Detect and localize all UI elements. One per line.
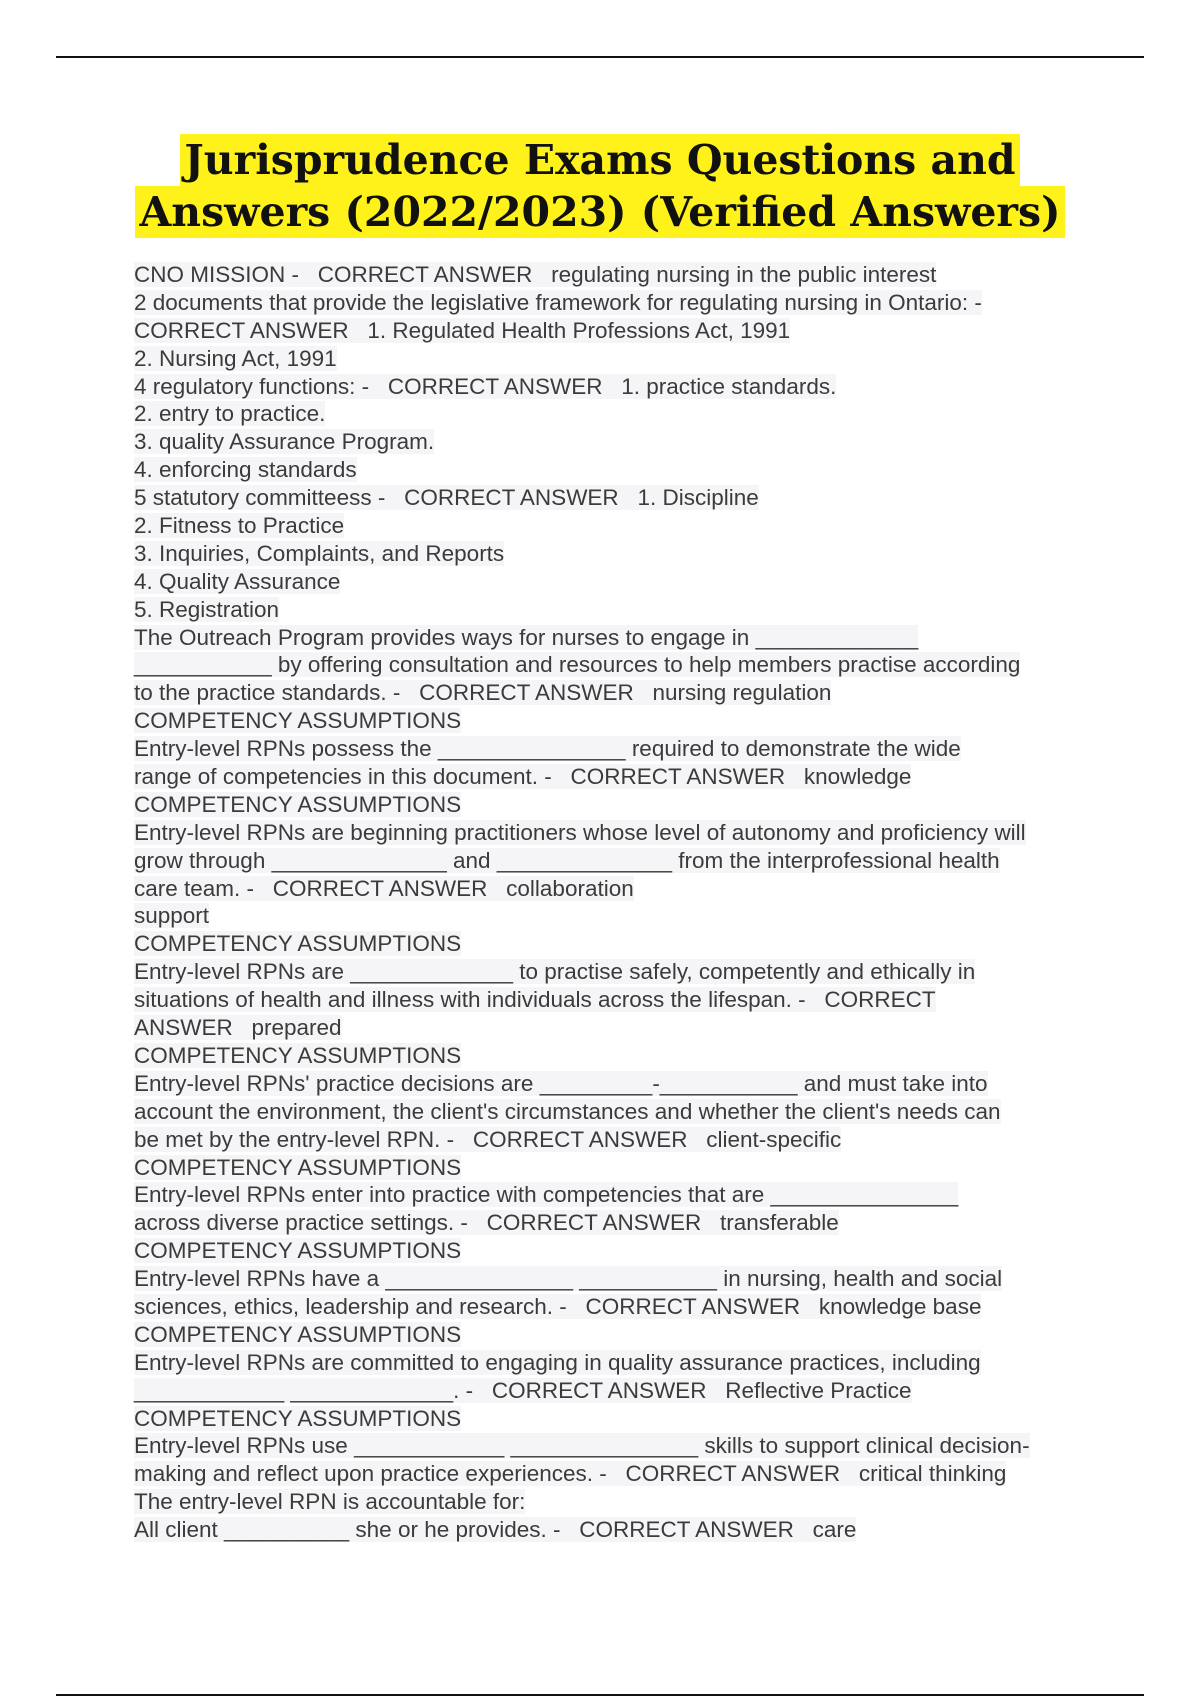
text-line: 5. Registration: [134, 596, 280, 622]
text-line: CNO MISSION - CORRECT ANSWER regulating nursing in the public interest: [134, 262, 937, 287]
text-line: 3. quality Assurance Program.: [134, 429, 435, 455]
text-line: All client __________ she or he provides. - CORRECT ANSWER care: [134, 1517, 857, 1543]
text-line: 2. Nursing Act, 1991: [134, 345, 337, 371]
text-line: COMPETENCY ASSUMPTIONS: [134, 1405, 462, 1431]
text-line: ___________ by offering consultation and resources to help members practise according: [134, 652, 1021, 678]
text-line: to the practice standards. - CORRECT ANSWER nursing regulation: [134, 680, 832, 706]
text-line: Entry-level RPNs are committed to engaging in quality assurance practices, including: [134, 1349, 981, 1375]
text-line: COMPETENCY ASSUMPTIONS: [134, 708, 462, 734]
text-line: CORRECT ANSWER 1. Regulated Health Professions Act, 1991: [134, 317, 791, 343]
text-line: making and reflect upon practice experiences. - CORRECT ANSWER critical thinking: [134, 1461, 1007, 1487]
text-line: The entry-level RPN is accountable for:: [134, 1489, 526, 1515]
text-line: 3. Inquiries, Complaints, and Reports: [134, 540, 505, 566]
text-line: sciences, ethics, leadership and research. - CORRECT ANSWER knowledge base: [134, 1293, 982, 1319]
text-line: Entry-level RPNs possess the _______________ required to demonstrate the wide: [134, 736, 961, 762]
text-line: support: [134, 903, 210, 929]
text-line: The Outreach Program provides ways for nurses to engage in _____________: [134, 624, 919, 650]
text-line: Entry-level RPNs' practice decisions are _________-___________ and must take into: [134, 1070, 988, 1096]
top-rule: [56, 56, 1144, 58]
text-line: 4 regulatory functions: - CORRECT ANSWER 1. practice standards.: [134, 373, 837, 399]
text-line: COMPETENCY ASSUMPTIONS: [134, 1154, 462, 1180]
document-title: [0, 134, 1200, 238]
title-line-2: Answers (2022/2023) (Verified Answers): [135, 186, 1064, 238]
text-line: across diverse practice settings. - CORRECT ANSWER transferable: [134, 1210, 839, 1236]
text-line: ANSWER prepared: [134, 1015, 342, 1041]
text-line: situations of health and illness with individuals across the lifespan. - CORRECT: [134, 987, 936, 1013]
text-line: Entry-level RPNs have a _______________ ___________ in nursing, health and social: [134, 1266, 1003, 1292]
text-line: Entry-level RPNs enter into practice with competencies that are _______________: [134, 1182, 959, 1208]
text-line: COMPETENCY ASSUMPTIONS: [134, 931, 462, 957]
text-line: COMPETENCY ASSUMPTIONS: [134, 1321, 462, 1347]
text-line: grow through ______________ and ______________ from the interprofessional health: [134, 847, 1000, 873]
text-line: 5 statutory committeess - CORRECT ANSWER 1. Discipline: [134, 485, 759, 511]
title-line-1: Jurisprudence Exams Questions and: [180, 134, 1019, 186]
text-line: 2. entry to practice.: [134, 401, 326, 427]
text-line: account the environment, the client's circumstances and whether the client's needs can: [134, 1098, 1001, 1124]
text-line: 2. Fitness to Practice: [134, 513, 345, 539]
text-line: COMPETENCY ASSUMPTIONS: [134, 1042, 462, 1068]
text-line: range of competencies in this document. - CORRECT ANSWER knowledge: [134, 764, 912, 790]
text-line: Entry-level RPNs are _____________ to practise safely, competently and ethically in: [134, 959, 976, 985]
text-line: Entry-level RPNs use ____________ _______________ skills to support clinical decision-: [134, 1433, 1030, 1459]
qa-body: [134, 261, 1114, 1544]
bottom-rule: [56, 1694, 1144, 1696]
text-line: COMPETENCY ASSUMPTIONS: [134, 791, 462, 817]
text-line: Entry-level RPNs are beginning practitioners whose level of autonomy and proficiency will: [134, 819, 1026, 845]
text-line: ____________ _____________. - CORRECT ANSWER Reflective Practice: [134, 1377, 912, 1403]
text-line: 4. Quality Assurance: [134, 568, 341, 594]
text-line: be met by the entry-level RPN. - CORRECT ANSWER client-specific: [134, 1126, 842, 1152]
text-line: COMPETENCY ASSUMPTIONS: [134, 1238, 462, 1264]
text-line: 2 documents that provide the legislative framework for regulating nursing in Ontario: -: [134, 289, 982, 315]
text-line: 4. enforcing standards: [134, 457, 357, 483]
text-line: care team. - CORRECT ANSWER collaboration: [134, 875, 634, 901]
